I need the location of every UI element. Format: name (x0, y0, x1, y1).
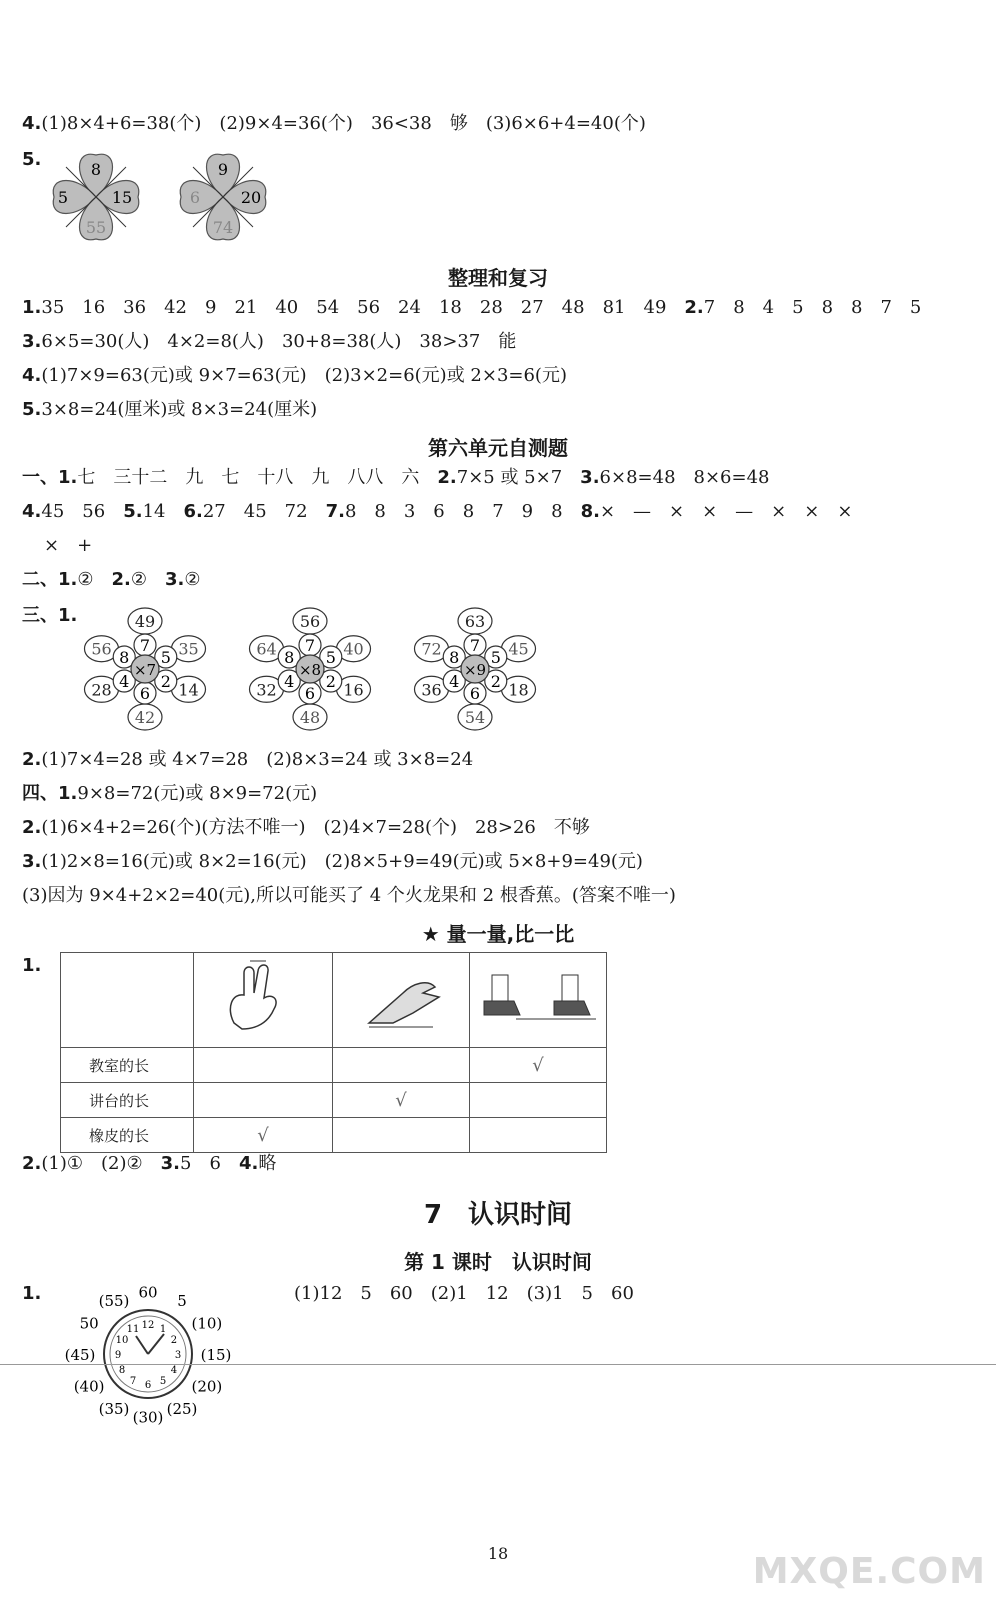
unit6-si-1: 四、1.9×8=72(元)或 8×9=72(元) (22, 783, 318, 804)
clock-minute-label: (25) (166, 1400, 198, 1419)
clover-1 (53, 154, 139, 240)
clock-face-number: 10 (115, 1335, 129, 1346)
review-line-3: 3.6×5=30(人) 4×2=8(人) 30+8=38(人) 38>37 能 (22, 331, 517, 352)
clover-right: 20 (240, 188, 262, 207)
clover-bottom: 55 (85, 218, 107, 237)
unit6-line-3: × + (44, 535, 93, 556)
table-row: 橡皮的长 √ (61, 1118, 607, 1153)
flower-inner-value: 5 (325, 648, 336, 667)
flower-inner-value: 4 (119, 672, 130, 691)
flower-inner-value: 6 (469, 684, 481, 703)
review-line-1: 1.35 16 36 42 9 21 40 54 56 24 18 28 27 48 81 49 2.7 8 4 5 8 8 7 5 (22, 297, 922, 318)
clock-minute-label: (35) (98, 1400, 130, 1419)
flower-inner-value: 4 (449, 672, 460, 691)
unit6-si-3c: (3)因为 9×4+2×2=40(元),所以可能买了 4 个火龙果和 2 根香蕉。(答案不唯一) (22, 885, 676, 906)
clover-2 (180, 154, 266, 240)
clover-left: 5 (57, 188, 69, 207)
flower-1 (84, 608, 205, 730)
flower-outer-value: 63 (464, 612, 486, 631)
check-mark: √ (395, 1089, 407, 1111)
clock-minute-label: (30) (132, 1408, 164, 1427)
flower-center-label: ×7 (133, 661, 157, 679)
unit6-si-3: 3.(1)2×8=16(元)或 8×2=16(元) (2)8×5+9=49(元)或 5×8+9=49(元) (22, 851, 643, 872)
flower-outer-value: 16 (343, 680, 364, 700)
clock-minute-label: (45) (64, 1346, 96, 1364)
clock-face-number: 3 (174, 1350, 182, 1361)
unit6-si-2: 2.(1)6×4+2=26(个)(方法不唯一) (2)4×7=28(个) 28>26 不够 (22, 817, 590, 838)
check-mark: √ (532, 1054, 544, 1076)
flower-outer-value: 72 (421, 639, 442, 659)
hand-span-cell (194, 953, 333, 1048)
flower-inner-value: 8 (284, 648, 295, 667)
clock-minute-label: (20) (191, 1377, 223, 1396)
forearm-icon (333, 953, 469, 1043)
clover-bottom: 74 (212, 218, 234, 237)
clock-face-number: 11 (126, 1324, 140, 1336)
item-number: 4. (22, 113, 42, 134)
flower-2 (249, 608, 370, 730)
flower-inner-value: 8 (119, 648, 130, 667)
chapter-heading: 7 认识时间 (423, 1200, 573, 1230)
section-heading-measure: ★ 量一量,比一比 (421, 922, 575, 946)
foot-step-icon (470, 953, 606, 1043)
flower-inner-value: 4 (284, 672, 295, 691)
clock-minute-label: (15) (200, 1346, 232, 1364)
review-line-5: 5.3×8=24(厘米)或 8×3=24(厘米) (22, 399, 318, 420)
clock-face-number: 7 (129, 1375, 137, 1387)
flower-inner-value: 6 (139, 684, 151, 703)
hand-span-icon (194, 953, 332, 1043)
clover-top: 9 (217, 160, 229, 179)
clock-face-number: 4 (170, 1365, 178, 1376)
clover-figures (38, 142, 288, 252)
clock-face-number: 1 (159, 1324, 167, 1336)
unit6-line-san: 三、1. (22, 605, 78, 626)
foot-step-cell (470, 953, 607, 1048)
measure-line-2: 2.(1)① (2)② 3.5 6 4.略 (22, 1153, 277, 1174)
section-heading-review: 整理和复习 (448, 266, 548, 290)
clock-minute-label: (10) (191, 1314, 223, 1333)
flower-center-label: ×8 (298, 661, 322, 679)
unit6-line-2: 4.45 56 5.14 6.27 45 72 7.8 8 3 6 8 7 9 8 8.× — × × — × × × (22, 501, 853, 522)
clock-face-number: 5 (159, 1375, 167, 1387)
watermark: MXQE.COM (752, 1551, 986, 1592)
flower-outer-value: 42 (134, 708, 156, 727)
flower-outer-value: 14 (178, 680, 199, 700)
clock-face-number: 12 (141, 1320, 155, 1331)
clock-minute-label: 5 (177, 1291, 187, 1310)
flower-outer-value: 49 (134, 612, 156, 631)
page-number: 18 (487, 1544, 509, 1563)
flower-outer-value: 56 (299, 612, 321, 631)
flower-outer-value: 28 (91, 680, 112, 700)
time-line-1: 1. (22, 1283, 42, 1304)
measure-table (60, 952, 607, 1153)
clock-minute-label: (55) (98, 1291, 130, 1310)
flower-inner-value: 7 (304, 636, 316, 655)
time-answers: (1)12 5 60 (2)1 12 (3)1 5 60 (294, 1283, 634, 1304)
multiplication-flowers (70, 600, 930, 738)
item-number: 5. (22, 149, 42, 170)
flower-center-label: ×9 (463, 661, 487, 679)
flower-inner-value: 7 (139, 636, 151, 655)
flower-inner-value: 5 (490, 648, 501, 667)
clock-minute-label: 60 (138, 1283, 158, 1302)
review-line-4: 4.(1)7×9=63(元)或 9×7=63(元) (2)3×2=6(元)或 2×3=6(元) (22, 365, 567, 386)
flower-outer-value: 64 (256, 639, 277, 659)
clover-left: 6 (189, 188, 201, 207)
clock-face-number: 8 (118, 1365, 126, 1376)
flower-outer-value: 45 (508, 639, 529, 659)
unit6-line-er: 二、1.② 2.② 3.② (22, 569, 201, 590)
clover-right: 15 (111, 188, 133, 207)
section-heading-unit6: 第六单元自测题 (428, 436, 568, 460)
table-row: 讲台的长 √ (61, 1083, 607, 1118)
flower-inner-value: 2 (160, 672, 171, 691)
flower-outer-value: 36 (421, 680, 442, 700)
flower-inner-value: 7 (469, 636, 481, 655)
clock-face-number: 2 (170, 1335, 178, 1346)
flower-inner-value: 2 (490, 672, 501, 691)
flower-outer-value: 32 (256, 680, 277, 700)
flower-inner-value: 2 (325, 672, 336, 691)
clock-figure (48, 1276, 278, 1436)
clover-top: 8 (90, 160, 102, 179)
flower-3 (414, 608, 535, 730)
forearm-cell (333, 953, 470, 1048)
unit6-san-2: 2.(1)7×4=28 或 4×7=28 (2)8×3=24 或 3×8=24 (22, 749, 474, 770)
flower-outer-value: 54 (464, 708, 486, 727)
clock-face-number: 9 (114, 1350, 122, 1361)
flower-outer-value: 35 (178, 639, 199, 659)
flower-outer-value: 56 (91, 639, 112, 659)
check-mark: √ (257, 1124, 269, 1146)
unit6-line-1: 一、1.七 三十二 九 七 十八 九 八八 六 2.7×5 或 5×7 3.6×8=48 8×6=48 (22, 467, 770, 488)
flower-inner-value: 6 (304, 684, 316, 703)
lesson-heading: 第 1 课时 认识时间 (404, 1250, 592, 1274)
clock-minute-label: 50 (79, 1314, 99, 1333)
clock-face-number: 6 (144, 1380, 152, 1391)
answer-line-4: 4.(1)8×4+6=38(个) (2)9×4=36(个) 36<38 够 (3)6×6+4=40(个) (22, 113, 646, 134)
flower-inner-value: 5 (160, 648, 171, 667)
measure-line-1: 1. (22, 955, 42, 976)
flower-outer-value: 48 (299, 708, 321, 727)
flower-outer-value: 40 (343, 639, 364, 659)
flower-outer-value: 18 (508, 680, 529, 700)
divider (0, 1364, 996, 1365)
flower-inner-value: 8 (449, 648, 460, 667)
table-row: 教室的长 √ (61, 1048, 607, 1083)
clock-minute-label: (40) (73, 1377, 105, 1396)
